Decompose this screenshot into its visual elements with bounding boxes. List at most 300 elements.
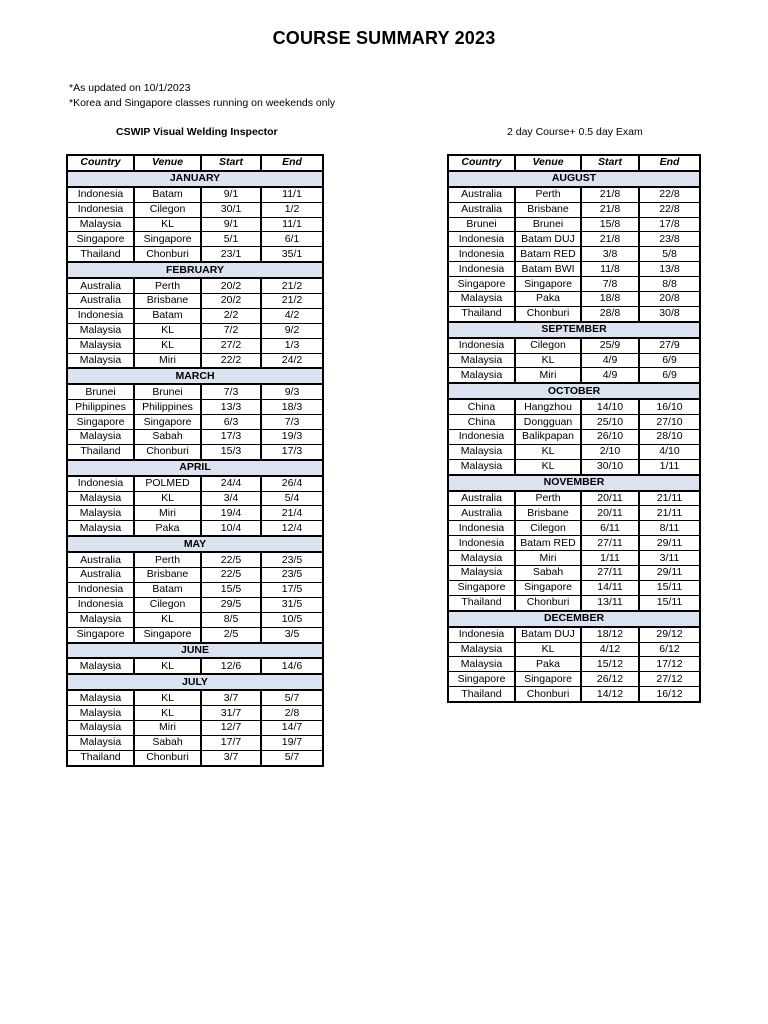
venue-cell: Brisbane: [515, 202, 581, 217]
country-cell: Malaysia: [67, 720, 134, 735]
country-cell: Indonesia: [448, 627, 515, 642]
venue-cell: Miri: [515, 551, 581, 566]
end-cell: 29/11: [639, 566, 700, 581]
month-row: [448, 383, 700, 399]
month-row: [67, 643, 323, 659]
venue-cell: Philippines: [134, 400, 201, 415]
end-cell: 16/12: [639, 687, 700, 702]
country-cell: Singapore: [67, 627, 134, 642]
header-row: [448, 155, 700, 171]
start-cell: 21/8: [581, 202, 639, 217]
venue-cell: Batam RED: [515, 536, 581, 551]
month-label: MARCH: [67, 368, 323, 384]
venue-cell: Singapore: [134, 627, 201, 642]
venue-cell: Miri: [515, 368, 581, 383]
country-cell: Malaysia: [67, 735, 134, 750]
table-row: [67, 658, 323, 674]
venue-cell: Batam: [134, 582, 201, 597]
venue-cell: Batam DUJ: [515, 627, 581, 642]
table-row: [67, 552, 323, 567]
country-cell: Indonesia: [67, 202, 134, 217]
venue-cell: KL: [515, 353, 581, 368]
column-header: End: [261, 155, 323, 171]
header-row: [67, 155, 323, 171]
country-cell: Indonesia: [67, 308, 134, 323]
table-row: [67, 384, 323, 399]
start-cell: 2/5: [201, 627, 261, 642]
start-cell: 21/8: [581, 187, 639, 202]
table-row: [67, 217, 323, 232]
month-row: [67, 674, 323, 690]
country-cell: Malaysia: [448, 368, 515, 383]
end-cell: 13/8: [639, 262, 700, 277]
table-row: [448, 262, 700, 277]
venue-cell: Sabah: [134, 735, 201, 750]
start-cell: 25/10: [581, 415, 639, 430]
month-row: [448, 475, 700, 491]
end-cell: 11/1: [261, 217, 323, 232]
country-cell: Indonesia: [448, 262, 515, 277]
weekend-note: *Korea and Singapore classes running on weekends only: [69, 97, 336, 109]
start-cell: 4/12: [581, 642, 639, 657]
month-row: [448, 171, 700, 187]
table-row: [67, 323, 323, 338]
start-cell: 22/2: [201, 353, 261, 368]
start-cell: 30/1: [201, 202, 261, 217]
country-cell: Indonesia: [448, 521, 515, 536]
table-row: [448, 657, 700, 672]
end-cell: 7/3: [261, 415, 323, 430]
venue-cell: Perth: [134, 278, 201, 293]
start-cell: 22/5: [201, 552, 261, 567]
table-row: [67, 232, 323, 247]
table-row: [67, 612, 323, 627]
update-note: *As updated on 10/1/2023: [69, 82, 191, 94]
end-cell: 11/1: [261, 187, 323, 202]
country-cell: Singapore: [448, 277, 515, 292]
start-cell: 4/9: [581, 368, 639, 383]
end-cell: 23/5: [261, 568, 323, 583]
country-cell: Indonesia: [448, 338, 515, 353]
country-cell: Malaysia: [448, 292, 515, 307]
venue-cell: Chonburi: [134, 444, 201, 459]
end-cell: 6/9: [639, 368, 700, 383]
table-row: [448, 687, 700, 702]
venue-cell: Perth: [134, 552, 201, 567]
end-cell: 23/8: [639, 232, 700, 247]
start-cell: 4/9: [581, 353, 639, 368]
venue-cell: KL: [134, 612, 201, 627]
start-cell: 12/6: [201, 658, 261, 674]
country-cell: Brunei: [67, 384, 134, 399]
table-row: [448, 338, 700, 353]
month-row: [67, 536, 323, 552]
country-cell: Indonesia: [67, 582, 134, 597]
country-cell: Indonesia: [448, 430, 515, 445]
month-label: NOVEMBER: [448, 475, 700, 491]
month-label: AUGUST: [448, 171, 700, 187]
venue-cell: Batam: [134, 187, 201, 202]
end-cell: 29/11: [639, 536, 700, 551]
table-row: [448, 459, 700, 474]
country-cell: Malaysia: [448, 566, 515, 581]
country-cell: Singapore: [67, 232, 134, 247]
venue-cell: Chonburi: [515, 595, 581, 610]
table-row: [67, 506, 323, 521]
course-name: CSWIP Visual Welding Inspector: [116, 126, 278, 138]
end-cell: 35/1: [261, 247, 323, 262]
table-row: [67, 476, 323, 491]
venue-cell: KL: [134, 491, 201, 506]
venue-cell: Batam DUJ: [515, 232, 581, 247]
start-cell: 31/7: [201, 706, 261, 721]
table-row: [448, 353, 700, 368]
country-cell: Thailand: [448, 687, 515, 702]
month-label: JANUARY: [67, 171, 323, 187]
table-row: [67, 491, 323, 506]
start-cell: 3/8: [581, 247, 639, 262]
venue-cell: Cilegon: [515, 338, 581, 353]
month-row: [448, 611, 700, 627]
table-row: [448, 202, 700, 217]
end-cell: 8/8: [639, 277, 700, 292]
end-cell: 4/2: [261, 308, 323, 323]
end-cell: 21/2: [261, 278, 323, 293]
venue-cell: KL: [134, 338, 201, 353]
table-row: [448, 217, 700, 232]
country-cell: Malaysia: [448, 459, 515, 474]
table-row: [448, 399, 700, 414]
venue-cell: Paka: [134, 521, 201, 536]
end-cell: 16/10: [639, 399, 700, 414]
table-row: [448, 627, 700, 642]
table-row: [448, 506, 700, 521]
venue-cell: Miri: [134, 353, 201, 368]
start-cell: 21/8: [581, 232, 639, 247]
country-cell: Malaysia: [67, 338, 134, 353]
table-row: [67, 597, 323, 612]
start-cell: 13/11: [581, 595, 639, 610]
venue-cell: Cilegon: [134, 597, 201, 612]
country-cell: Malaysia: [67, 506, 134, 521]
end-cell: 27/10: [639, 415, 700, 430]
end-cell: 23/5: [261, 552, 323, 567]
start-cell: 20/11: [581, 506, 639, 521]
country-cell: Australia: [67, 294, 134, 309]
end-cell: 19/7: [261, 735, 323, 750]
start-cell: 6/11: [581, 521, 639, 536]
month-row: [67, 368, 323, 384]
venue-cell: KL: [515, 642, 581, 657]
country-cell: Malaysia: [448, 444, 515, 459]
table-row: [67, 690, 323, 705]
table-row: [448, 642, 700, 657]
start-cell: 20/2: [201, 294, 261, 309]
end-cell: 27/12: [639, 672, 700, 687]
venue-cell: Brisbane: [515, 506, 581, 521]
country-cell: Indonesia: [448, 247, 515, 262]
end-cell: 22/8: [639, 187, 700, 202]
venue-cell: Brisbane: [134, 568, 201, 583]
table-row: [67, 294, 323, 309]
end-cell: 3/5: [261, 627, 323, 642]
table-row: [448, 566, 700, 581]
table-row: [67, 353, 323, 368]
table-row: [448, 430, 700, 445]
end-cell: 10/5: [261, 612, 323, 627]
venue-cell: Hangzhou: [515, 399, 581, 414]
start-cell: 14/10: [581, 399, 639, 414]
venue-cell: KL: [515, 459, 581, 474]
end-cell: 18/3: [261, 400, 323, 415]
country-cell: Malaysia: [67, 217, 134, 232]
venue-cell: Chonburi: [515, 306, 581, 321]
country-cell: Thailand: [67, 444, 134, 459]
table-row: [67, 187, 323, 202]
table-row: [448, 415, 700, 430]
country-cell: Malaysia: [448, 353, 515, 368]
table-row: [67, 568, 323, 583]
end-cell: 21/4: [261, 506, 323, 521]
country-cell: Indonesia: [67, 187, 134, 202]
country-cell: Australia: [67, 278, 134, 293]
start-cell: 8/5: [201, 612, 261, 627]
month-label: OCTOBER: [448, 383, 700, 399]
country-cell: Indonesia: [448, 536, 515, 551]
month-label: JULY: [67, 674, 323, 690]
table-row: [448, 580, 700, 595]
table-row: [67, 720, 323, 735]
venue-cell: Paka: [515, 657, 581, 672]
start-cell: 27/11: [581, 566, 639, 581]
end-cell: 21/11: [639, 506, 700, 521]
end-cell: 6/12: [639, 642, 700, 657]
table-row: [67, 415, 323, 430]
start-cell: 2/10: [581, 444, 639, 459]
table-row: [448, 491, 700, 506]
start-cell: 26/12: [581, 672, 639, 687]
start-cell: 9/1: [201, 187, 261, 202]
month-label: JUNE: [67, 643, 323, 659]
column-header: Venue: [515, 155, 581, 171]
venue-cell: Singapore: [134, 415, 201, 430]
end-cell: 31/5: [261, 597, 323, 612]
table-row: [67, 278, 323, 293]
start-cell: 27/11: [581, 536, 639, 551]
venue-cell: Cilegon: [515, 521, 581, 536]
venue-cell: KL: [134, 706, 201, 721]
table-row: [67, 430, 323, 445]
end-cell: 1/2: [261, 202, 323, 217]
venue-cell: Batam BWI: [515, 262, 581, 277]
schedule-table-aug-dec: [447, 154, 701, 703]
country-cell: China: [448, 415, 515, 430]
start-cell: 27/2: [201, 338, 261, 353]
end-cell: 5/7: [261, 750, 323, 765]
start-cell: 15/5: [201, 582, 261, 597]
end-cell: 1/3: [261, 338, 323, 353]
end-cell: 17/3: [261, 444, 323, 459]
start-cell: 30/10: [581, 459, 639, 474]
table-row: [67, 750, 323, 765]
country-cell: Indonesia: [67, 476, 134, 491]
country-cell: Brunei: [448, 217, 515, 232]
end-cell: 29/12: [639, 627, 700, 642]
end-cell: 20/8: [639, 292, 700, 307]
end-cell: 21/2: [261, 294, 323, 309]
end-cell: 3/11: [639, 551, 700, 566]
start-cell: 11/8: [581, 262, 639, 277]
country-cell: Australia: [67, 552, 134, 567]
table-row: [448, 306, 700, 321]
table-row: [67, 706, 323, 721]
venue-cell: Sabah: [515, 566, 581, 581]
end-cell: 6/1: [261, 232, 323, 247]
venue-cell: Brunei: [134, 384, 201, 399]
venue-cell: Batam RED: [515, 247, 581, 262]
start-cell: 7/2: [201, 323, 261, 338]
end-cell: 27/9: [639, 338, 700, 353]
country-cell: Thailand: [67, 247, 134, 262]
start-cell: 5/1: [201, 232, 261, 247]
country-cell: Indonesia: [448, 232, 515, 247]
table-row: [448, 595, 700, 610]
table-row: [448, 232, 700, 247]
column-header: Country: [448, 155, 515, 171]
table-row: [448, 292, 700, 307]
month-row: [67, 262, 323, 278]
end-cell: 5/7: [261, 690, 323, 705]
column-header: Venue: [134, 155, 201, 171]
end-cell: 8/11: [639, 521, 700, 536]
venue-cell: Batam: [134, 308, 201, 323]
course-duration: 2 day Course+ 0.5 day Exam: [507, 126, 643, 138]
table-row: [448, 672, 700, 687]
end-cell: 26/4: [261, 476, 323, 491]
start-cell: 17/3: [201, 430, 261, 445]
country-cell: Malaysia: [448, 551, 515, 566]
end-cell: 12/4: [261, 521, 323, 536]
table-row: [448, 277, 700, 292]
table-row: [448, 536, 700, 551]
country-cell: Thailand: [448, 595, 515, 610]
venue-cell: Cilegon: [134, 202, 201, 217]
venue-cell: Singapore: [515, 277, 581, 292]
end-cell: 14/7: [261, 720, 323, 735]
venue-cell: Chonburi: [515, 687, 581, 702]
table-row: [67, 627, 323, 642]
page-title: COURSE SUMMARY 2023: [272, 28, 496, 48]
start-cell: 3/7: [201, 690, 261, 705]
end-cell: 15/11: [639, 595, 700, 610]
table-row: [67, 735, 323, 750]
table-row: [67, 202, 323, 217]
start-cell: 20/11: [581, 491, 639, 506]
country-cell: Malaysia: [448, 642, 515, 657]
start-cell: 14/11: [581, 580, 639, 595]
country-cell: Thailand: [448, 306, 515, 321]
venue-cell: Miri: [134, 506, 201, 521]
start-cell: 14/12: [581, 687, 639, 702]
end-cell: 30/8: [639, 306, 700, 321]
month-label: APRIL: [67, 460, 323, 476]
end-cell: 17/5: [261, 582, 323, 597]
start-cell: 12/7: [201, 720, 261, 735]
start-cell: 2/2: [201, 308, 261, 323]
table-row: [448, 247, 700, 262]
venue-cell: Sabah: [134, 430, 201, 445]
month-label: SEPTEMBER: [448, 322, 700, 338]
venue-cell: KL: [134, 690, 201, 705]
country-cell: Malaysia: [67, 491, 134, 506]
start-cell: 24/4: [201, 476, 261, 491]
end-cell: 5/4: [261, 491, 323, 506]
end-cell: 28/10: [639, 430, 700, 445]
country-cell: Malaysia: [67, 690, 134, 705]
start-cell: 7/3: [201, 384, 261, 399]
country-cell: Singapore: [67, 415, 134, 430]
venue-cell: KL: [134, 217, 201, 232]
end-cell: 4/10: [639, 444, 700, 459]
table-row: [448, 521, 700, 536]
country-cell: Singapore: [448, 672, 515, 687]
start-cell: 3/4: [201, 491, 261, 506]
country-cell: Australia: [67, 568, 134, 583]
schedule-table-jan-jul: [66, 154, 324, 767]
start-cell: 15/12: [581, 657, 639, 672]
start-cell: 18/12: [581, 627, 639, 642]
venue-cell: KL: [515, 444, 581, 459]
column-header: Start: [201, 155, 261, 171]
country-cell: Australia: [448, 187, 515, 202]
start-cell: 18/8: [581, 292, 639, 307]
start-cell: 15/3: [201, 444, 261, 459]
table-row: [448, 187, 700, 202]
column-header: Country: [67, 155, 134, 171]
table-row: [67, 444, 323, 459]
end-cell: 17/12: [639, 657, 700, 672]
end-cell: 19/3: [261, 430, 323, 445]
venue-cell: Dongguan: [515, 415, 581, 430]
end-cell: 24/2: [261, 353, 323, 368]
venue-cell: Perth: [515, 187, 581, 202]
venue-cell: KL: [134, 658, 201, 674]
start-cell: 23/1: [201, 247, 261, 262]
country-cell: Malaysia: [67, 612, 134, 627]
country-cell: Australia: [448, 202, 515, 217]
end-cell: 9/2: [261, 323, 323, 338]
end-cell: 15/11: [639, 580, 700, 595]
end-cell: 6/9: [639, 353, 700, 368]
venue-cell: Perth: [515, 491, 581, 506]
venue-cell: Brisbane: [134, 294, 201, 309]
start-cell: 29/5: [201, 597, 261, 612]
month-label: MAY: [67, 536, 323, 552]
country-cell: Malaysia: [67, 323, 134, 338]
venue-cell: Balikpapan: [515, 430, 581, 445]
start-cell: 22/5: [201, 568, 261, 583]
start-cell: 1/11: [581, 551, 639, 566]
venue-cell: Paka: [515, 292, 581, 307]
country-cell: Malaysia: [67, 353, 134, 368]
table-row: [67, 582, 323, 597]
end-cell: 17/8: [639, 217, 700, 232]
start-cell: 7/8: [581, 277, 639, 292]
start-cell: 25/9: [581, 338, 639, 353]
month-row: [448, 322, 700, 338]
country-cell: Indonesia: [67, 597, 134, 612]
venue-cell: KL: [134, 323, 201, 338]
